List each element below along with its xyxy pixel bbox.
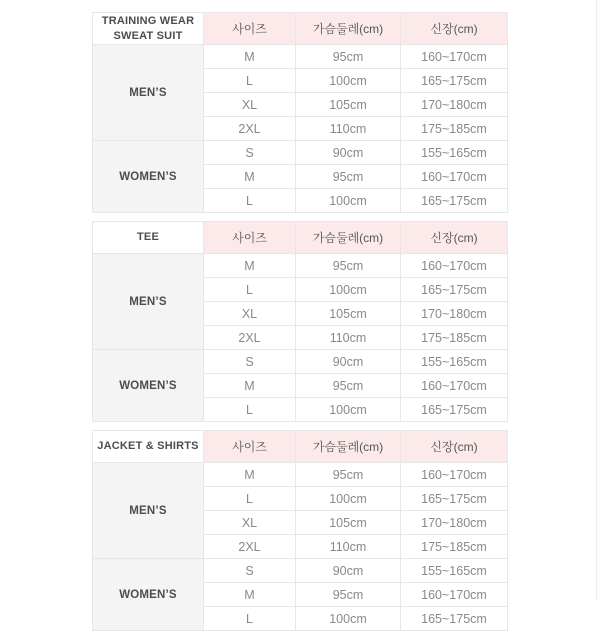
cell-size: S: [204, 141, 296, 165]
header-row: [93, 13, 508, 45]
cell-size: L: [204, 398, 296, 422]
table-title: TEE: [93, 222, 204, 254]
size-chart-sheet: [92, 12, 507, 631]
cell-chest: 100cm: [296, 607, 401, 631]
header-row: [93, 222, 508, 254]
cell-height: 160~170cm: [401, 463, 508, 487]
cell-chest: 95cm: [296, 45, 401, 69]
cell-size: L: [204, 487, 296, 511]
column-header-chest: 가슴둘레(cm): [296, 431, 401, 463]
cell-height: 175~185cm: [401, 117, 508, 141]
cell-height: 160~170cm: [401, 45, 508, 69]
cell-height: 165~175cm: [401, 487, 508, 511]
cell-chest: 90cm: [296, 350, 401, 374]
cell-chest: 100cm: [296, 487, 401, 511]
cell-height: 165~175cm: [401, 398, 508, 422]
cell-chest: 105cm: [296, 511, 401, 535]
page-right-border: [596, 0, 597, 600]
column-header-size: 사이즈: [204, 222, 296, 254]
column-header-height: 신장(cm): [401, 431, 508, 463]
cell-chest: 110cm: [296, 326, 401, 350]
cell-size: M: [204, 45, 296, 69]
cell-size: XL: [204, 93, 296, 117]
cell-height: 165~175cm: [401, 69, 508, 93]
table-row: [93, 254, 508, 278]
cell-chest: 90cm: [296, 141, 401, 165]
column-header-chest: 가슴둘레(cm): [296, 222, 401, 254]
cell-size: L: [204, 607, 296, 631]
cell-height: 160~170cm: [401, 165, 508, 189]
column-header-size: 사이즈: [204, 431, 296, 463]
cell-size: M: [204, 583, 296, 607]
cell-size: XL: [204, 511, 296, 535]
cell-size: M: [204, 463, 296, 487]
table-row: [93, 350, 508, 374]
cell-size: L: [204, 278, 296, 302]
cell-size: S: [204, 350, 296, 374]
cell-chest: 105cm: [296, 302, 401, 326]
section-label-women-s: WOMEN’S: [93, 350, 204, 422]
header-row: [93, 431, 508, 463]
cell-size: 2XL: [204, 117, 296, 141]
cell-height: 160~170cm: [401, 374, 508, 398]
cell-size: 2XL: [204, 535, 296, 559]
cell-height: 165~175cm: [401, 607, 508, 631]
table-row: [93, 141, 508, 165]
table-title: TRAINING WEAR SWEAT SUIT: [93, 13, 204, 45]
table-row: [93, 45, 508, 69]
size-table-training-wear-sweat-suit: [92, 12, 508, 213]
section-label-men-s: MEN’S: [93, 463, 204, 559]
cell-size: L: [204, 189, 296, 213]
cell-chest: 110cm: [296, 117, 401, 141]
cell-height: 170~180cm: [401, 93, 508, 117]
cell-size: M: [204, 374, 296, 398]
cell-chest: 95cm: [296, 374, 401, 398]
cell-chest: 100cm: [296, 189, 401, 213]
table-row: [93, 559, 508, 583]
cell-size: 2XL: [204, 326, 296, 350]
cell-height: 175~185cm: [401, 326, 508, 350]
cell-height: 170~180cm: [401, 511, 508, 535]
column-header-height: 신장(cm): [401, 13, 508, 45]
column-header-chest: 가슴둘레(cm): [296, 13, 401, 45]
cell-height: 160~170cm: [401, 583, 508, 607]
table-title: JACKET & SHIRTS: [93, 431, 204, 463]
section-label-women-s: WOMEN’S: [93, 141, 204, 213]
cell-size: L: [204, 69, 296, 93]
section-label-men-s: MEN’S: [93, 254, 204, 350]
cell-height: 160~170cm: [401, 254, 508, 278]
cell-size: M: [204, 254, 296, 278]
column-header-size: 사이즈: [204, 13, 296, 45]
cell-size: M: [204, 165, 296, 189]
cell-chest: 100cm: [296, 69, 401, 93]
cell-chest: 100cm: [296, 398, 401, 422]
cell-chest: 110cm: [296, 535, 401, 559]
cell-height: 155~165cm: [401, 559, 508, 583]
section-label-women-s: WOMEN’S: [93, 559, 204, 631]
cell-chest: 95cm: [296, 254, 401, 278]
cell-chest: 90cm: [296, 559, 401, 583]
cell-height: 175~185cm: [401, 535, 508, 559]
cell-height: 165~175cm: [401, 278, 508, 302]
column-header-height: 신장(cm): [401, 222, 508, 254]
cell-height: 155~165cm: [401, 141, 508, 165]
size-table-jacket-shirts: [92, 430, 508, 631]
cell-chest: 100cm: [296, 278, 401, 302]
cell-size: XL: [204, 302, 296, 326]
cell-chest: 95cm: [296, 165, 401, 189]
cell-height: 170~180cm: [401, 302, 508, 326]
cell-chest: 95cm: [296, 583, 401, 607]
cell-height: 165~175cm: [401, 189, 508, 213]
section-label-men-s: MEN’S: [93, 45, 204, 141]
cell-height: 155~165cm: [401, 350, 508, 374]
cell-chest: 105cm: [296, 93, 401, 117]
table-row: [93, 463, 508, 487]
cell-size: S: [204, 559, 296, 583]
cell-chest: 95cm: [296, 463, 401, 487]
size-table-tee: [92, 221, 508, 422]
